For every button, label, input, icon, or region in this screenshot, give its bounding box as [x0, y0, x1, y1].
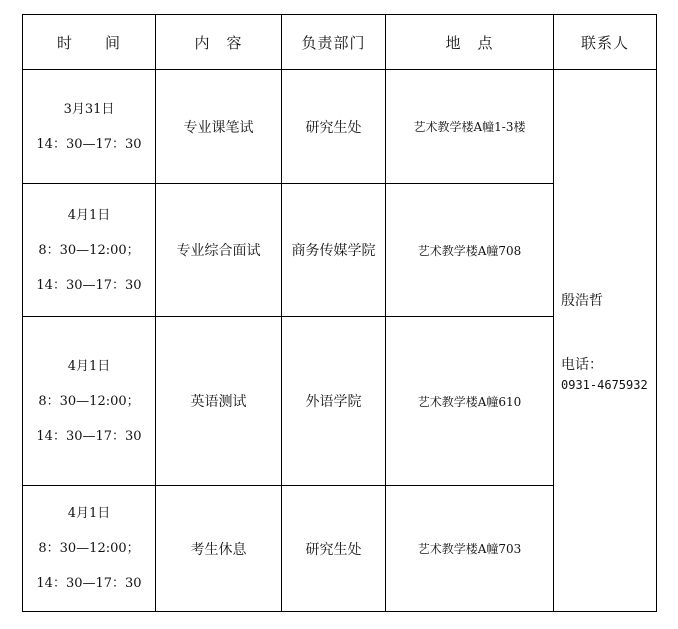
- time-line: 4月1日: [67, 506, 111, 521]
- header-time: 时 间: [23, 15, 156, 70]
- time-cell: [23, 317, 156, 486]
- time-line: 14：30—17：30: [36, 576, 142, 591]
- time-line: 8：30—12:00；: [38, 393, 140, 409]
- time-line: 4月1日: [67, 358, 111, 374]
- header-department: 负责部门: [282, 15, 386, 70]
- location-cell: 艺术教学楼A幢610: [386, 317, 554, 486]
- time-line: 4月1日: [67, 207, 111, 223]
- department-cell: 研究生处: [282, 70, 386, 184]
- contact-phone-label: 电话：: [561, 356, 603, 373]
- location-cell: 艺术教学楼A幢703: [386, 486, 554, 612]
- table-row: [23, 70, 657, 184]
- header-row: [23, 15, 657, 70]
- header-content: 内 容: [156, 15, 282, 70]
- contact-name: 殷浩哲: [561, 292, 603, 309]
- time-cell: [23, 70, 156, 184]
- department-cell: 商务传媒学院: [282, 184, 386, 317]
- time-cell: [23, 486, 156, 612]
- time-line: 14：30—17：30: [36, 277, 142, 293]
- time-line: 14：30—17：30: [36, 136, 142, 152]
- time-line: 8：30—12:00；: [38, 541, 140, 556]
- contact-phone: 0931-4675932: [561, 377, 648, 392]
- time-line: 8：30—12:00；: [38, 242, 140, 258]
- content-cell: 英语测试: [156, 317, 282, 486]
- contact-cell: [554, 70, 657, 612]
- schedule-table: [22, 14, 657, 612]
- content-cell: 专业课笔试: [156, 70, 282, 184]
- header-location: 地 点: [386, 15, 554, 70]
- department-cell: 研究生处: [282, 486, 386, 612]
- location-cell: 艺术教学楼A幢708: [386, 184, 554, 317]
- department-cell: 外语学院: [282, 317, 386, 486]
- content-cell: 专业综合面试: [156, 184, 282, 317]
- time-line: 14：30—17：30: [36, 428, 142, 444]
- time-line: 3月31日: [63, 101, 115, 117]
- time-cell: [23, 184, 156, 317]
- header-contact: 联系人: [554, 15, 657, 70]
- location-cell: 艺术教学楼A幢1-3楼: [386, 70, 554, 184]
- content-cell: 考生休息: [156, 486, 282, 612]
